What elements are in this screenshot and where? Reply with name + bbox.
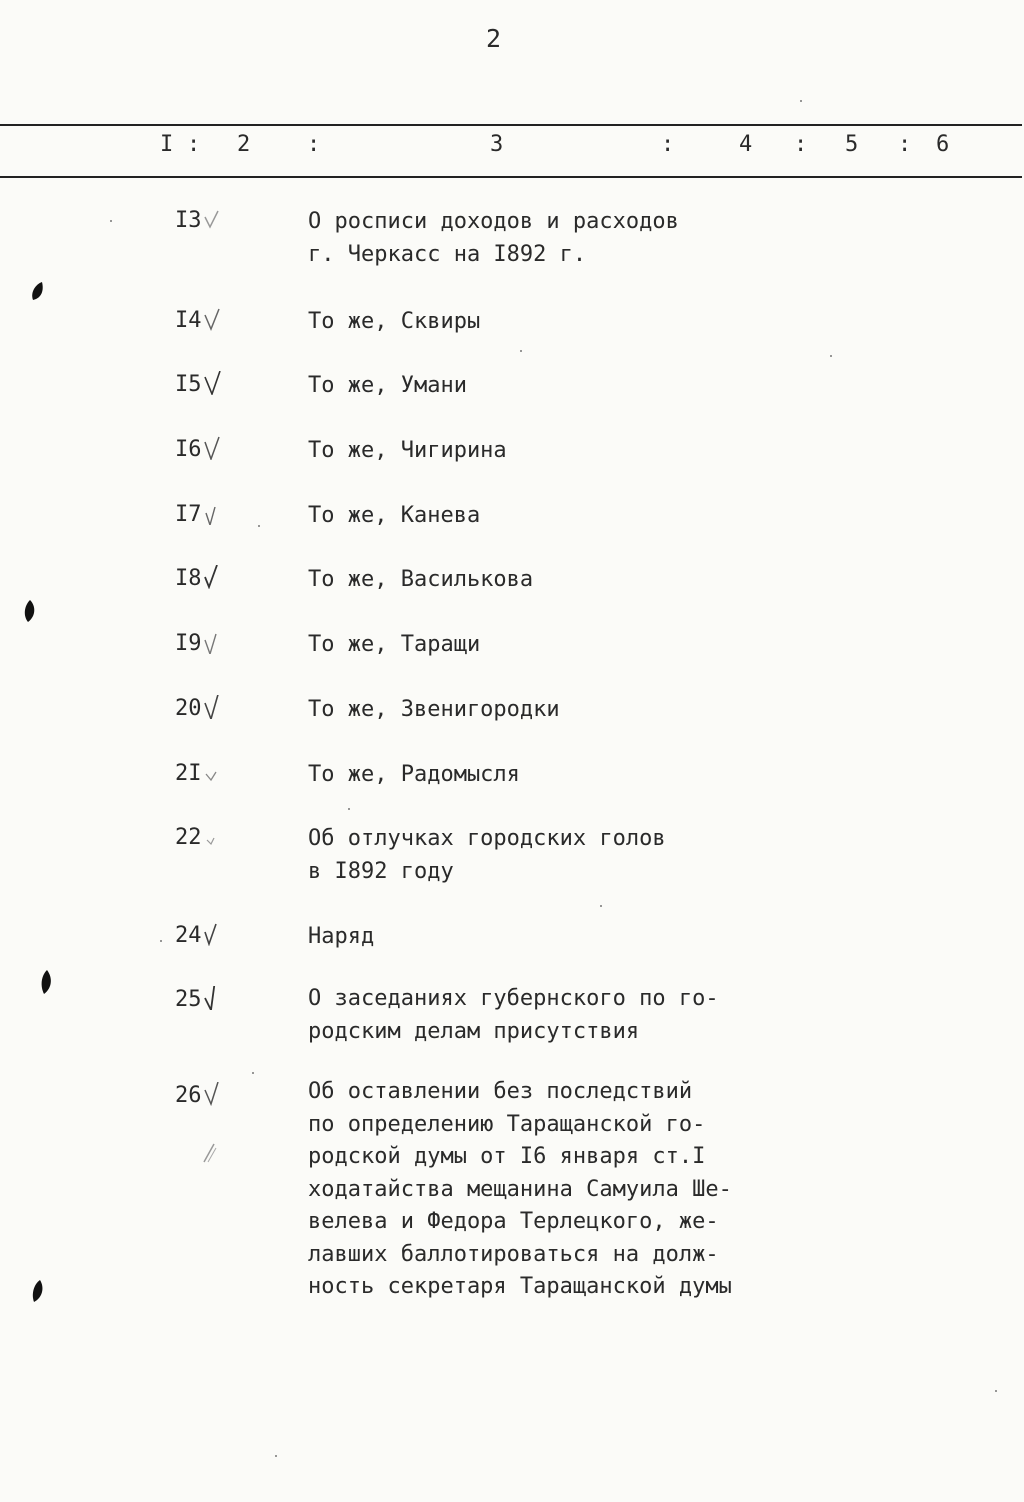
item-number: 22 — [175, 824, 221, 850]
checkmark-icon — [203, 207, 221, 231]
header-sep: : — [307, 132, 321, 157]
item-number: I9 — [175, 630, 221, 656]
header-col-2: 2 — [237, 132, 252, 157]
scan-speck — [830, 355, 832, 357]
item-title: Об отлучках городских голов в I892 году — [308, 826, 666, 884]
item-title: То же, Василькова — [308, 567, 534, 592]
punch-hole-blot-icon — [30, 282, 46, 302]
scan-speck — [800, 100, 802, 102]
scan-speck — [252, 1072, 254, 1074]
item-number: I8 — [175, 565, 221, 591]
item-title: То же, Чигирина — [308, 438, 507, 463]
page-number: 2 — [486, 24, 502, 53]
header-sep: : — [661, 132, 675, 157]
scan-speck — [275, 1455, 277, 1457]
scan-speck — [995, 1390, 997, 1392]
item-title: То же, Умани — [308, 373, 467, 398]
item-title: То же, Канева — [308, 503, 481, 528]
checkmark-icon — [203, 986, 221, 1010]
item-number: I4 — [175, 307, 221, 333]
item-number: 24 — [175, 922, 221, 948]
header-col-3: 3 — [490, 132, 505, 157]
punch-hole-blot-icon — [22, 600, 38, 622]
item-number: I7 — [175, 501, 221, 527]
checkmark-icon — [203, 824, 221, 848]
scan-speck — [110, 220, 112, 222]
header-bottom-rule — [0, 176, 1022, 178]
header-col-5: 5 — [845, 132, 860, 157]
item-title: Наряд — [308, 924, 375, 949]
punch-hole-blot-icon — [38, 970, 54, 994]
punch-hole-blot-icon — [30, 1280, 46, 1302]
item-title: То же, Радомысля — [308, 762, 520, 787]
item-title: Об оставлении без последствий по определению Таращанской го- родской думы от I6 января ст.I ходатайства мещанина Самуила Ше- велева и Федора Терлецкого, же- лавших баллотироваться на долж- ность секретаря Таращанской думы — [308, 1079, 732, 1299]
scan-speck — [258, 525, 260, 527]
header-col-1: I — [160, 132, 175, 157]
item-number: 26 — [175, 1082, 221, 1108]
item-number: 25 — [175, 986, 221, 1012]
item-number: I6 — [175, 436, 221, 462]
header-sep: : — [187, 132, 201, 157]
header-top-rule — [0, 124, 1022, 126]
scan-speck — [160, 940, 162, 942]
checkmark-icon — [203, 922, 221, 946]
item-title: О заседаниях губернского по го- родским делам присутствия — [308, 986, 719, 1044]
header-col-6: 6 — [936, 132, 951, 157]
header-sep: : — [794, 132, 808, 157]
item-number: I3 — [175, 207, 221, 233]
checkmark-icon — [203, 501, 221, 525]
checkmark-icon — [203, 1082, 221, 1106]
item-number: 2I — [175, 760, 221, 786]
scan-speck — [600, 905, 602, 907]
item-title: То же, Звенигородки — [308, 697, 560, 722]
checkmark-icon — [203, 565, 221, 589]
item-number: 20 — [175, 695, 221, 721]
checkmark-icon — [203, 760, 221, 784]
item-title: То же, Сквиры — [308, 309, 481, 334]
scan-speck — [348, 808, 350, 810]
scan-speck — [520, 350, 522, 352]
checkmark-icon — [203, 630, 221, 654]
checkmark-icon — [203, 436, 221, 460]
pen-mark-icon — [200, 1140, 220, 1164]
item-title: То же, Таращи — [308, 632, 481, 657]
header-col-4: 4 — [739, 132, 754, 157]
item-title: О росписи доходов и расходов г. Черкасс на I892 г. — [308, 209, 679, 267]
checkmark-icon — [203, 695, 221, 719]
header-sep: : — [898, 132, 912, 157]
item-number: I5 — [175, 371, 221, 397]
checkmark-icon — [203, 371, 221, 395]
checkmark-icon — [203, 307, 221, 331]
